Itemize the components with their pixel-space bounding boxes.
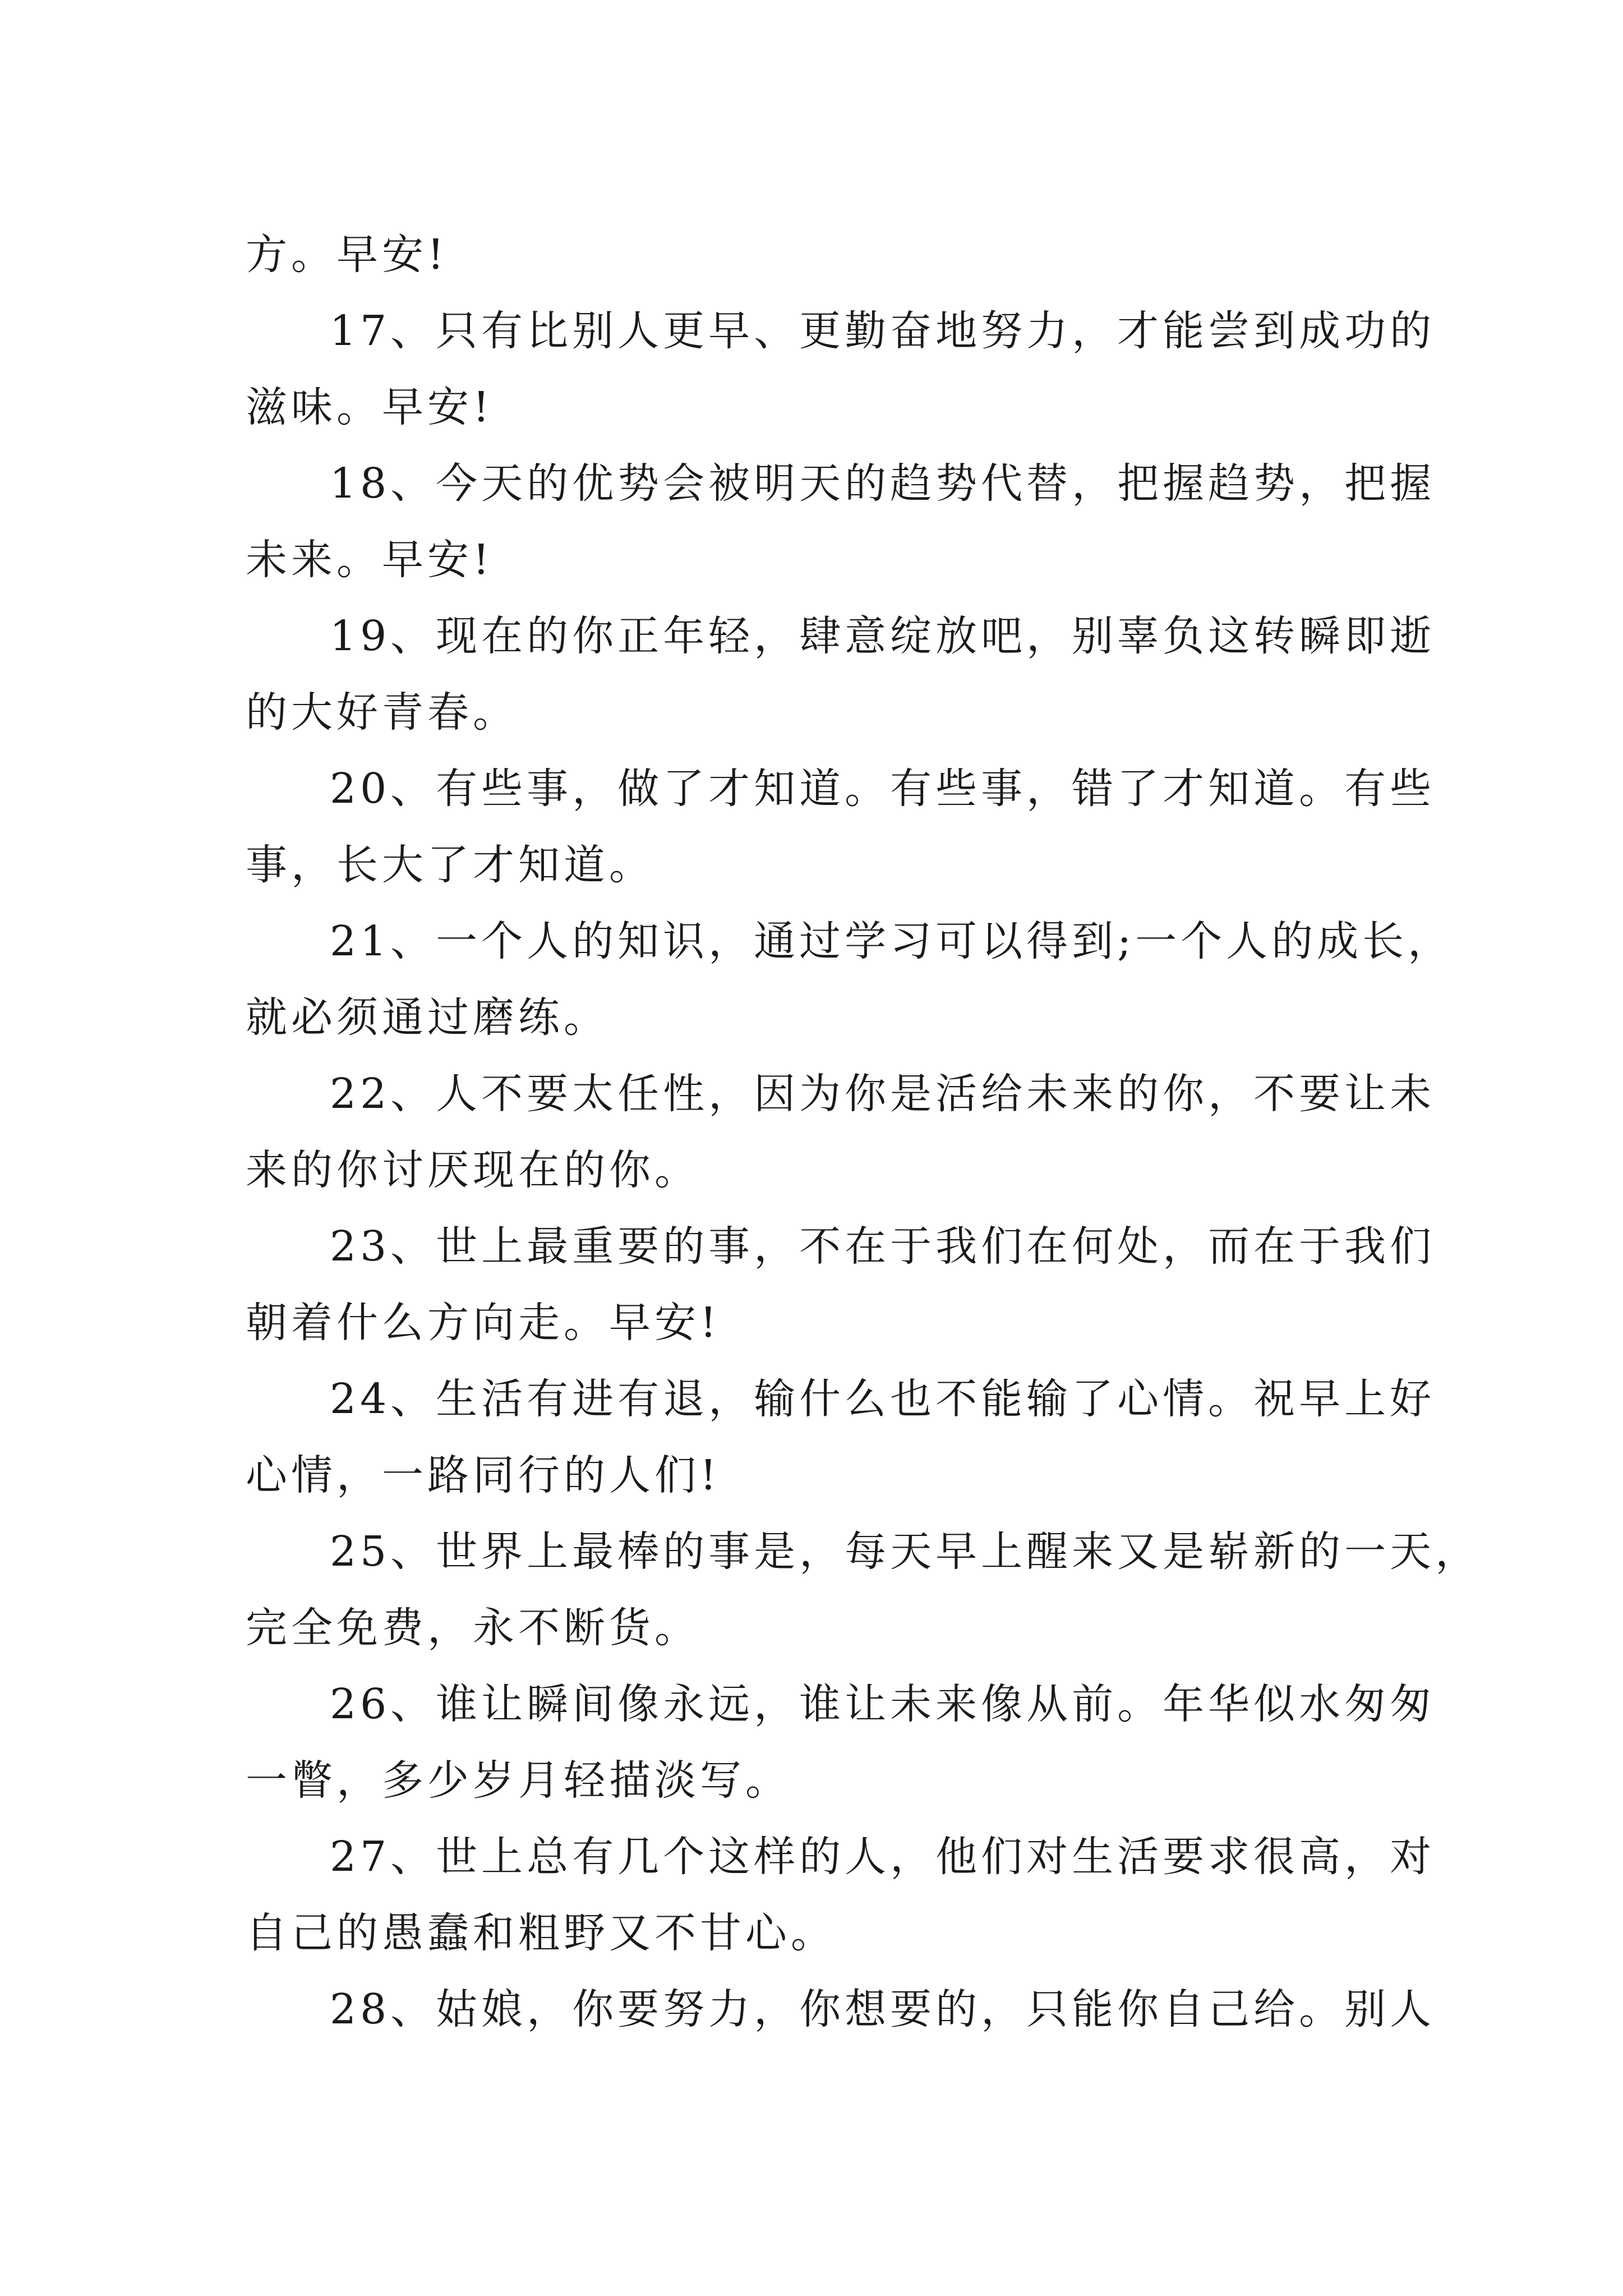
text-line: 事，长大了才知道。: [246, 841, 654, 889]
text-line: 26、谁让瞬间像永远，谁让未来像从前。年华似水匆匆: [330, 1680, 1436, 1728]
text-line: 未来。早安!: [246, 536, 494, 584]
text-line: 朝着什么方向走。早安!: [246, 1299, 721, 1347]
text-line: 21、一个人的知识，通过学习可以得到;一个人的成长，: [330, 917, 1454, 965]
text-line: 19、现在的你正年轻，肆意绽放吧，别辜负这转瞬即逝: [330, 612, 1436, 660]
text-line: 方。早安!: [246, 231, 448, 279]
text-line: 一瞥，多少岁月轻描淡写。: [246, 1756, 791, 1805]
text-line: 心情，一路同行的人们!: [246, 1451, 721, 1499]
text-line: 完全免费，永不断货。: [246, 1604, 700, 1652]
text-line: 18、今天的优势会被明天的趋势代替，把握趋势，把握: [330, 459, 1436, 508]
text-line: 28、姑娘，你要努力，你想要的，只能你自己给。别人: [330, 1985, 1436, 2033]
text-line: 来的你讨厌现在的你。: [246, 1146, 700, 1194]
text-line: 17、只有比别人更早、更勤奋地努力，才能尝到成功的: [330, 307, 1436, 355]
text-line: 27、世上总有几个这样的人，他们对生活要求很高，对: [330, 1833, 1436, 1881]
text-line: 24、生活有进有退，输什么也不能输了心情。祝早上好: [330, 1375, 1436, 1423]
text-line: 自己的愚蠢和粗野又不甘心。: [246, 1909, 836, 1957]
text-line: 23、世上最重要的事，不在于我们在何处，而在于我们: [330, 1222, 1436, 1271]
text-line: 就必须通过磨练。: [246, 993, 609, 1042]
text-line: 滋味。早安!: [246, 383, 494, 431]
text-line: 20、有些事，做了才知道。有些事，错了才知道。有些: [330, 765, 1436, 813]
text-line: 25、世界上最棒的事是，每天早上醒来又是崭新的一天，: [330, 1527, 1481, 1576]
text-line: 22、人不要太任性，因为你是活给未来的你，不要让未: [330, 1070, 1436, 1118]
text-line: 的大好青春。: [246, 688, 518, 737]
